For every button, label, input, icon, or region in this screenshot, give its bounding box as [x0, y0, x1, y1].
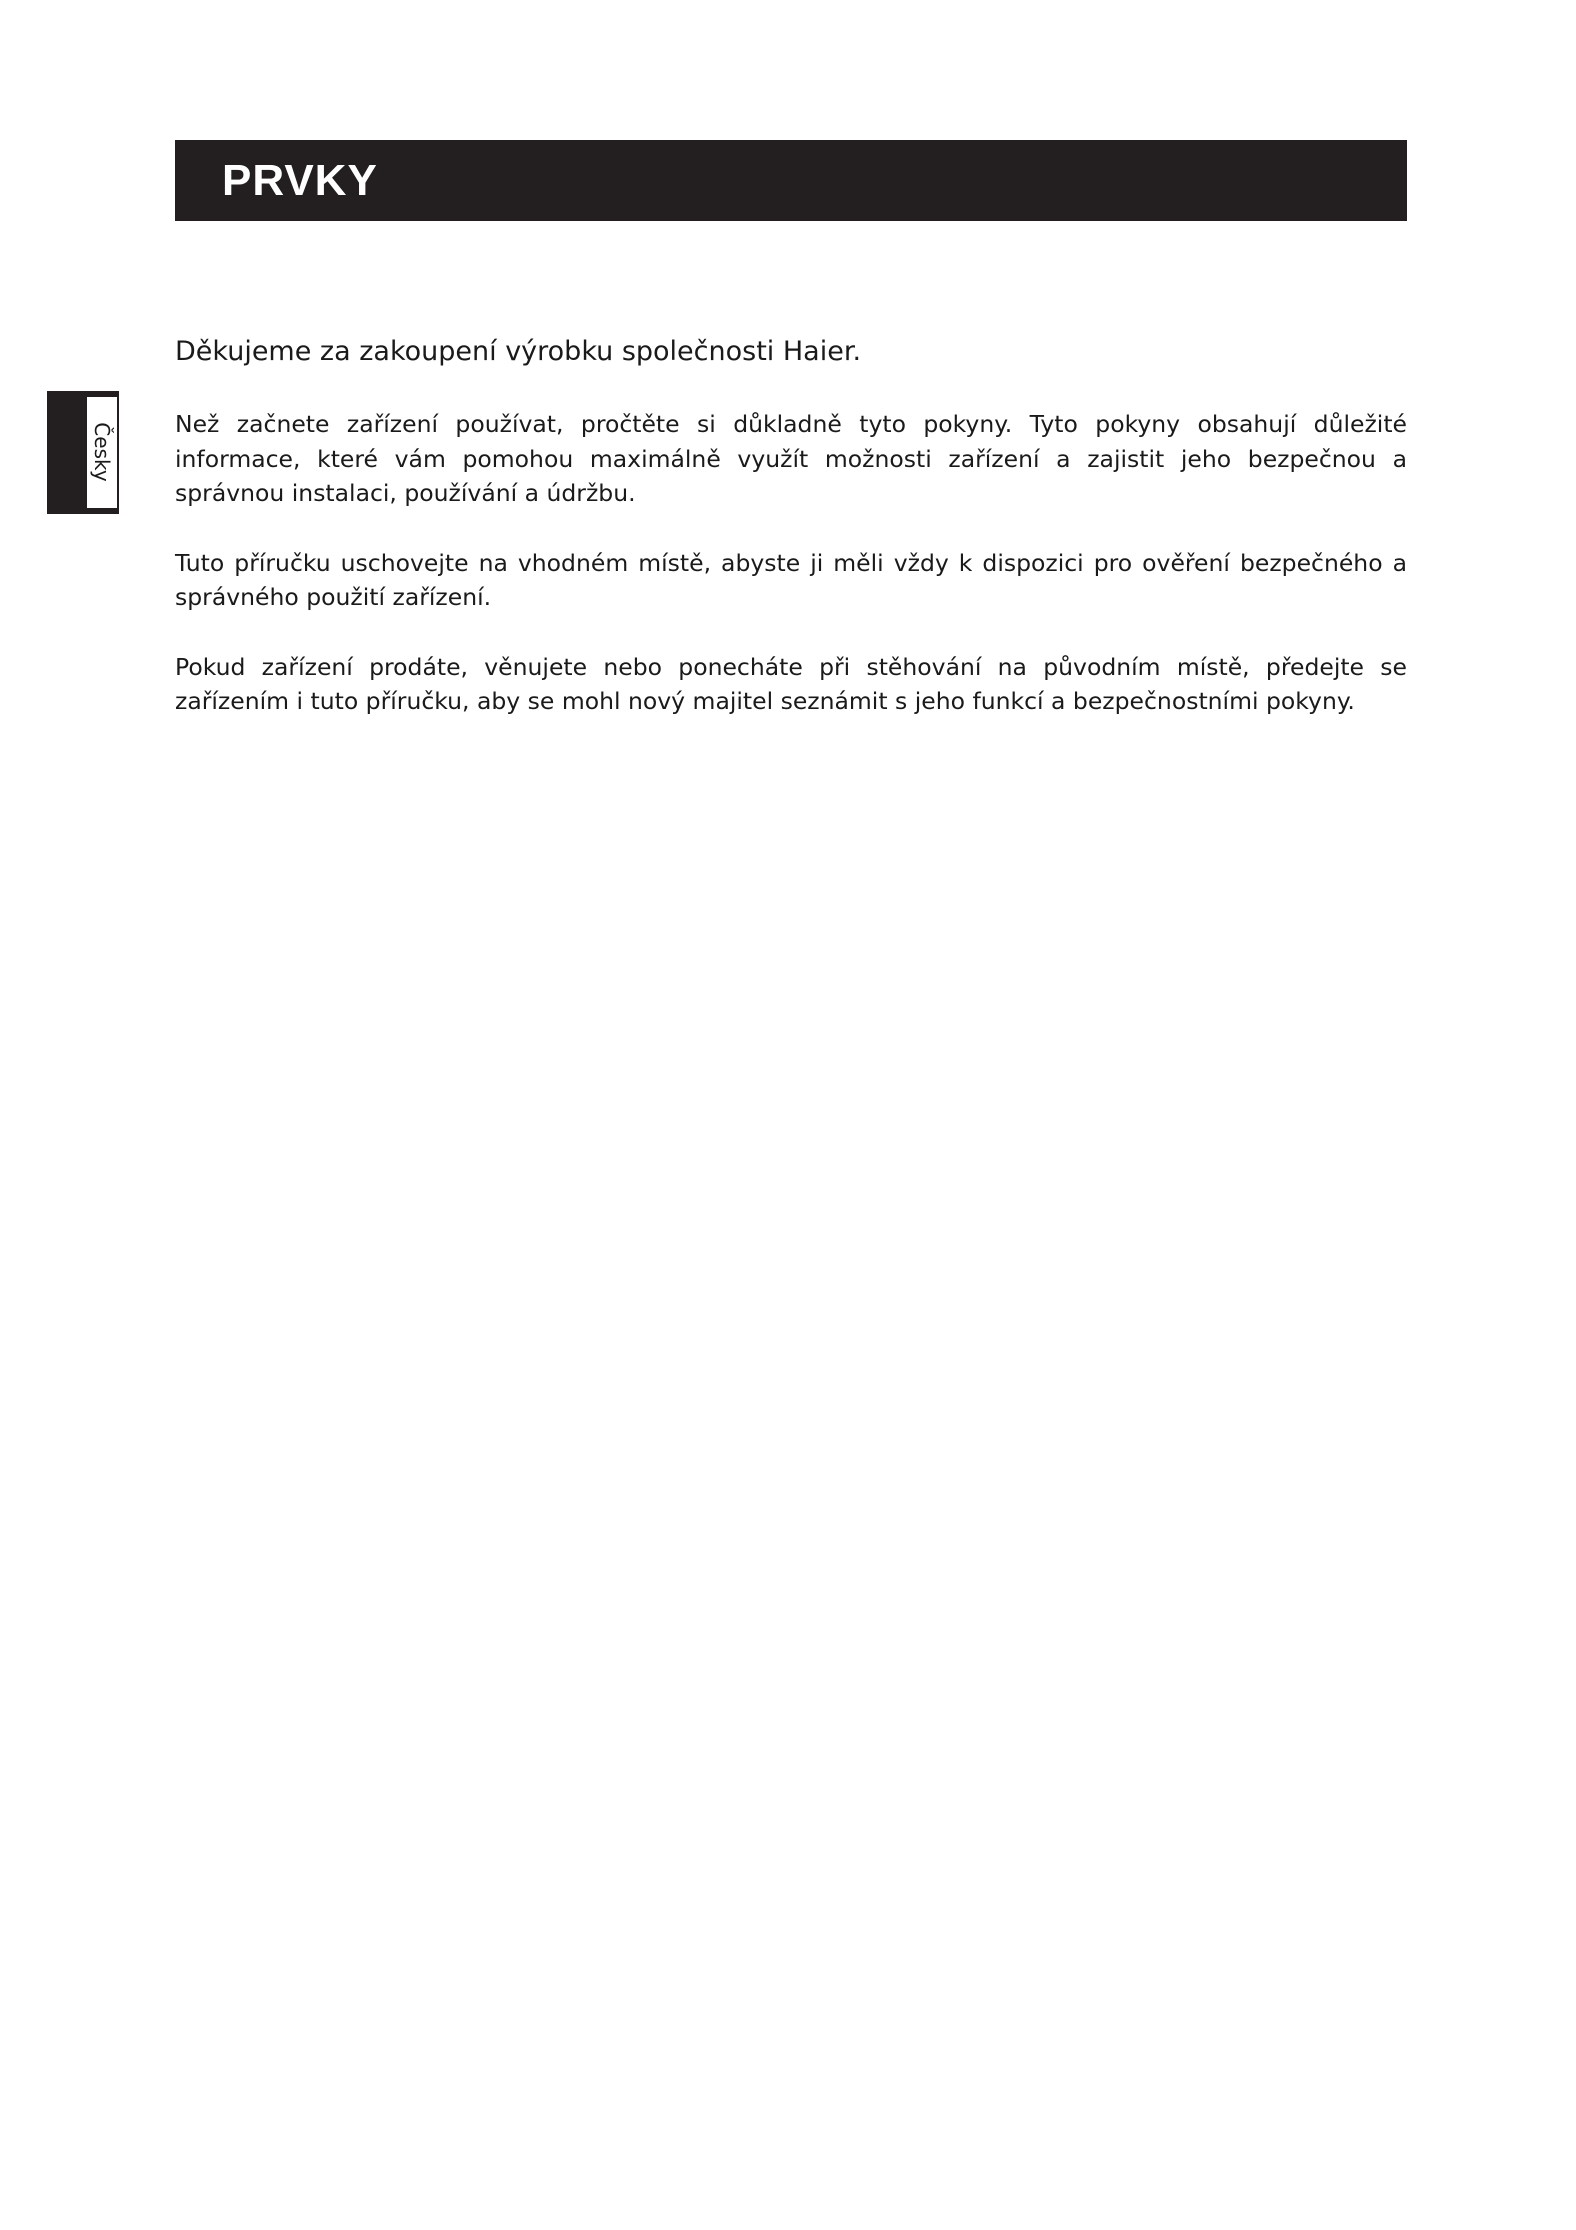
section-header-bar	[175, 140, 1407, 221]
language-tab-label-box	[87, 397, 117, 508]
language-tab	[47, 391, 119, 514]
paragraph-keep-manual: Tuto příručku uschovejte na vhodném místě, abyste ji měli vždy k dispozici pro ověření bezpečného a správného použití zařízení.	[175, 548, 1407, 611]
section-title: PRVKY	[222, 156, 378, 205]
document-body	[175, 331, 1407, 754]
language-tab-label: Česky	[90, 422, 114, 482]
paragraph-instructions: Než začnete zařízení používat, pročtěte si důkladně tyto pokyny. Tyto pokyny obsahují důležité informace, které vám pomohou maximálně využít možnosti zařízení a zajistit jeho bezpečnou a správnou instalaci, používání a údržbu.	[175, 410, 1407, 507]
thank-you-line: Děkujeme za zakoupení výrobku společnosti Haier.	[175, 336, 862, 367]
paragraph-transfer-manual: Pokud zařízení prodáte, věnujete nebo ponecháte při stěhování na původním místě, předejte se zařízením i tuto příručku, aby se mohl nový majitel seznámit s jeho funkcí a bezpečnostními pokyny.	[175, 652, 1407, 715]
